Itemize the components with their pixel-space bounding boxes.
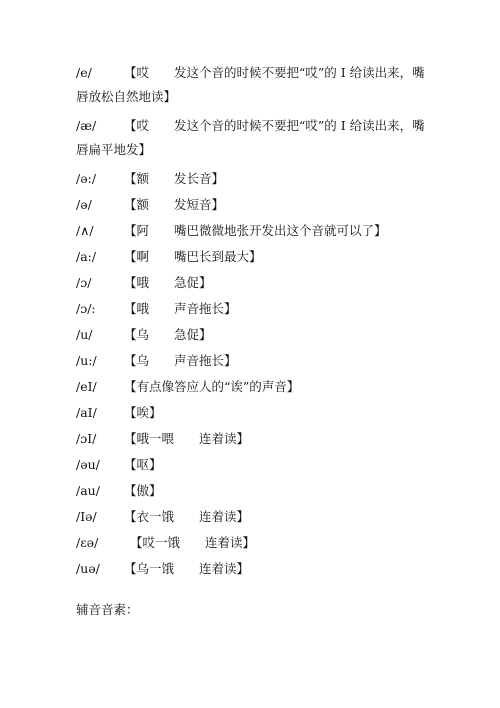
ipa-symbol: /ə:/ <box>76 171 97 186</box>
pronunciation-note: 【呕】 <box>124 457 162 472</box>
pronunciation-note: 【有点像答应人的“诶”的声音】 <box>124 379 300 394</box>
ipa-symbol: /uə/ <box>76 561 100 576</box>
pronunciation-note: 【啊 嘴巴长到最大】 <box>124 249 262 264</box>
ipa-symbol: /a:/ <box>76 249 97 264</box>
pronunciation-note: 【额 发长音】 <box>124 171 225 186</box>
pronunciation-note: 【乌 急促】 <box>124 327 212 342</box>
ipa-symbol: /au/ <box>76 483 100 498</box>
ipa-symbol: /eI/ <box>76 379 97 394</box>
ipa-symbol: /Iə/ <box>76 509 97 524</box>
pronunciation-note: 【哎一饿 连着读】 <box>130 535 256 550</box>
note-continuation: 唇扁平地发】 <box>76 142 152 157</box>
ipa-symbol: /ə/ <box>76 197 92 212</box>
ipa-symbol: /ɔ/: <box>76 301 96 316</box>
pronunciation-note: 【乌 声音拖长】 <box>124 353 237 368</box>
ipa-symbol: /æ/ <box>76 118 97 133</box>
pronunciation-note: 【哎 发这个音的时候不要把“哎”的 I 给读出来，嘴 <box>124 118 425 133</box>
ipa-symbol: /ɔI/ <box>76 431 97 446</box>
pronunciation-note: 【傲】 <box>124 483 162 498</box>
note-continuation: 唇放松自然地读】 <box>76 89 177 104</box>
pronunciation-note: 【哦 声音拖长】 <box>124 301 237 316</box>
pronunciation-note: 【哦一喂 连着读】 <box>124 431 250 446</box>
pronunciation-note: 【衣一饿 连着读】 <box>124 509 250 524</box>
pronunciation-note: 【哎 发这个音的时候不要把“哎”的 I 给读出来，嘴 <box>124 65 425 80</box>
section-heading: 辅音音素： <box>76 602 139 617</box>
ipa-symbol: /∧/ <box>76 223 94 238</box>
ipa-symbol: /εə/ <box>76 535 99 550</box>
ipa-symbol: /aI/ <box>76 405 97 420</box>
pronunciation-note: 【乌一饿 连着读】 <box>124 561 250 576</box>
ipa-symbol: /u:/ <box>76 353 97 368</box>
ipa-symbol: /əu/ <box>76 457 100 472</box>
pronunciation-note: 【额 发短音】 <box>124 197 225 212</box>
ipa-symbol: /u/ <box>76 327 93 342</box>
ipa-symbol: /e/ <box>76 65 92 80</box>
pronunciation-note: 【阿 嘴巴微微地张开发出这个音就可以了】 <box>124 223 387 238</box>
pronunciation-note: 【唉】 <box>124 405 162 420</box>
ipa-symbol: /ɔ/ <box>76 275 92 290</box>
pronunciation-note: 【哦 急促】 <box>124 275 212 290</box>
